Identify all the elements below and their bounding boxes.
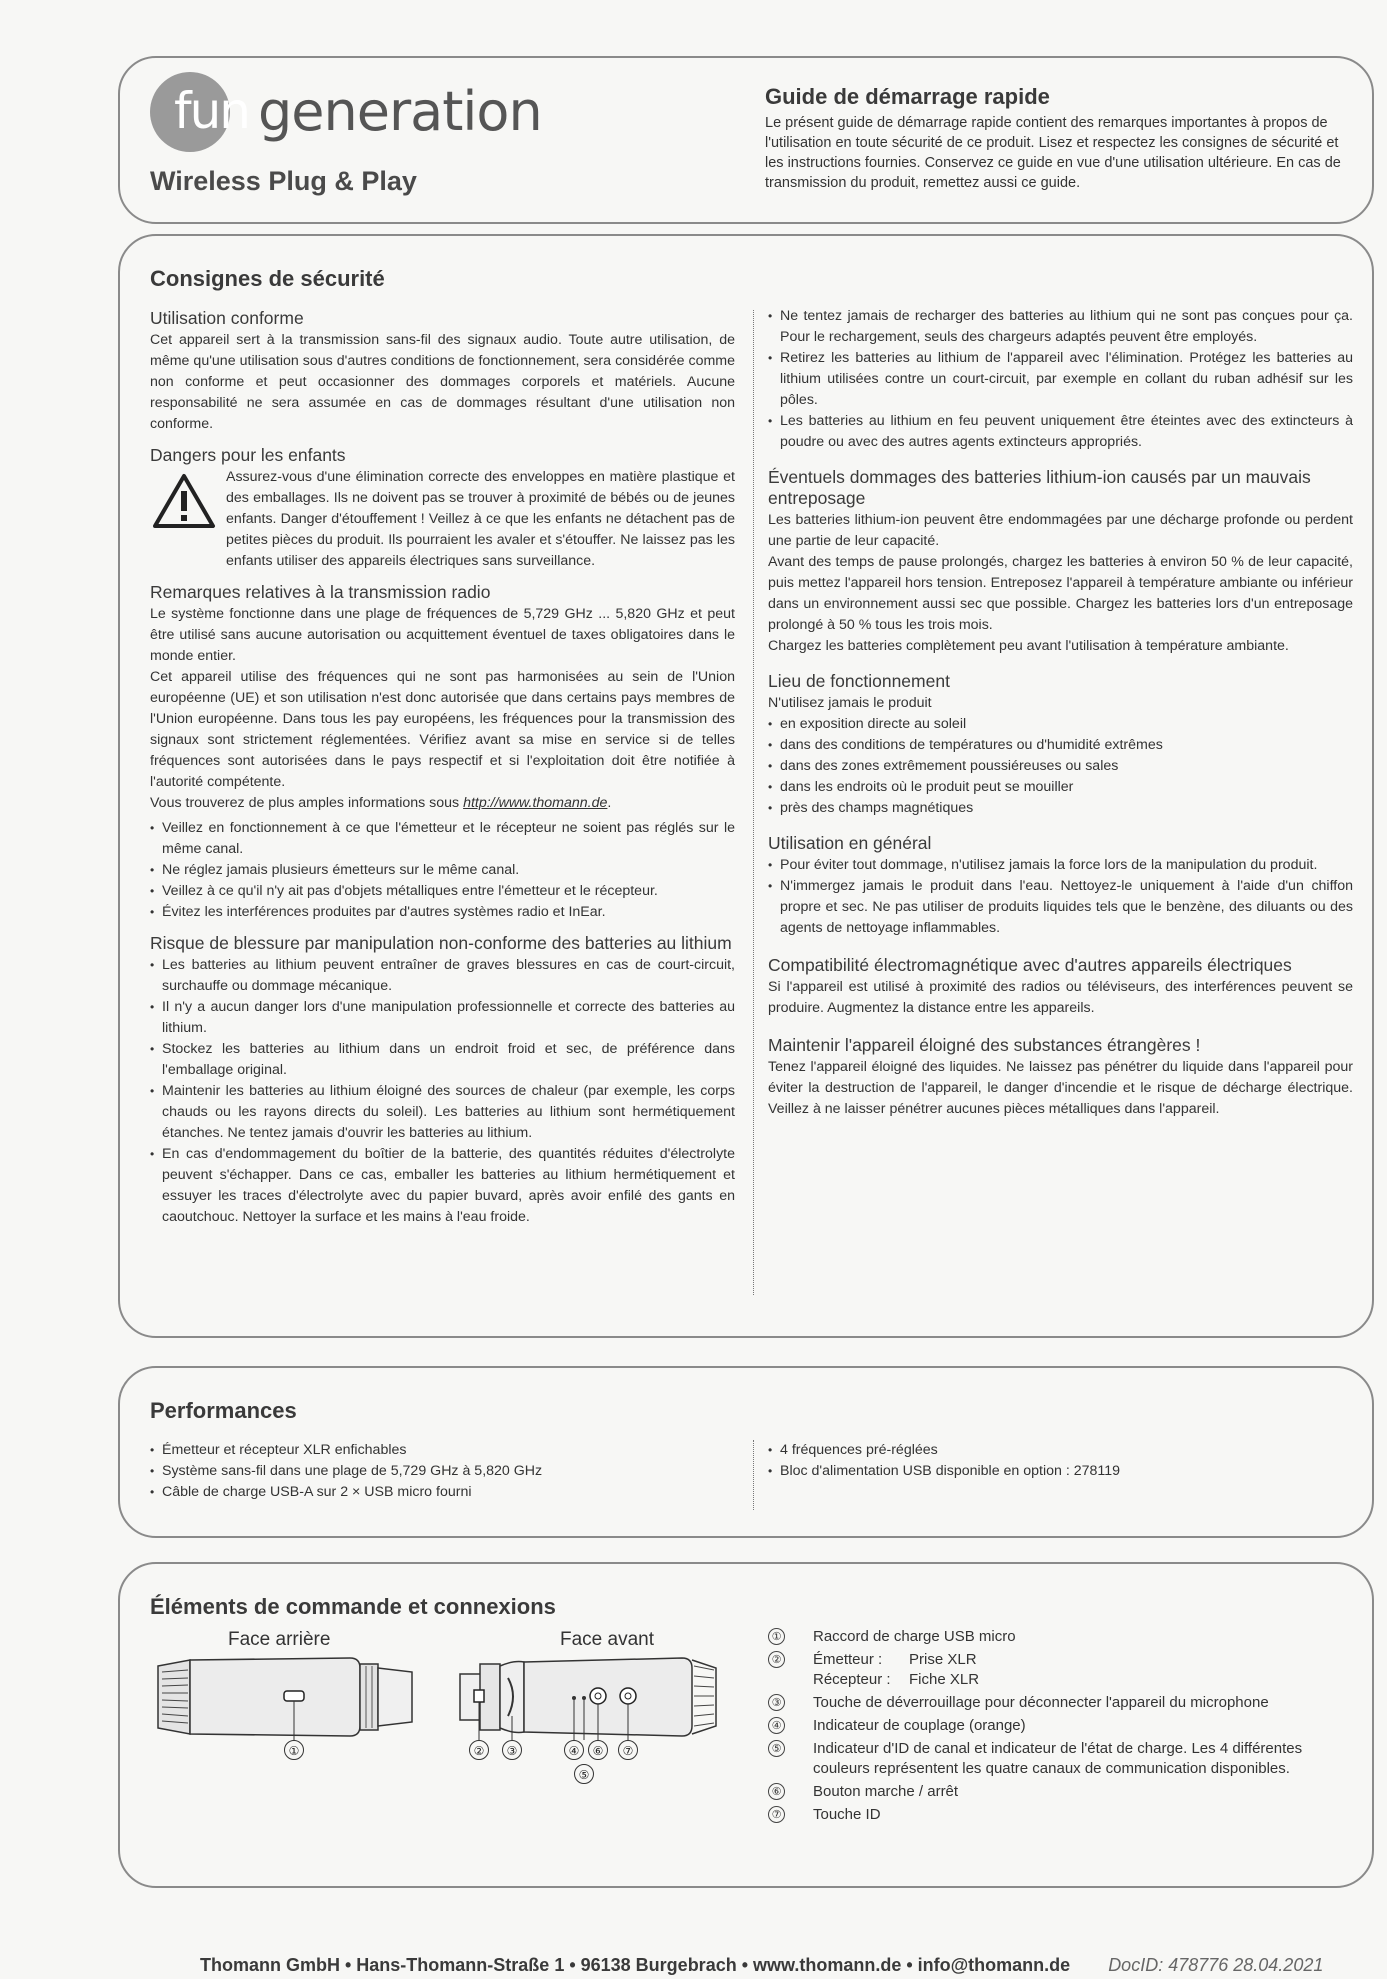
list-item: • Il n'y a aucun danger lors d'une manipulation professionnelle et correcte des batteries au lithium.	[150, 997, 735, 1039]
list-item: • Retirez les batteries au lithium de l'appareil avec l'élimination. Protégez les batteries au lithium utilisées contre un court-circuit, par exemple en collant du ruban adhésif sur les pôles.	[768, 348, 1353, 411]
callout-5: ⑤	[574, 1764, 594, 1784]
use-title: Utilisation conforme	[150, 308, 304, 328]
list-item: • Veillez à ce qu'il n'y ait pas d'objets métalliques entre l'émetteur et le récepteur.	[150, 881, 735, 902]
damage-text-1: Les batteries lithium-ion peuvent être endommagées par une décharge profonde ou perdent une partie de leur capacité.	[768, 512, 1353, 549]
list-item: • dans des zones extrêmement poussiéreuses ou sales	[768, 756, 1353, 777]
doc-id: DocID: 478776 28.04.2021	[1108, 1955, 1324, 1975]
list-item: • Ne tentez jamais de recharger des batteries au lithium qui ne sont pas conçues pour ça. Pour le rechargement, seuls des chargeurs adaptés peuvent être employés.	[768, 306, 1353, 348]
radio-title: Remarques relatives à la transmission radio	[150, 582, 491, 602]
brand-logo	[148, 66, 548, 166]
radio-text-1: Le système fonctionne dans une plage de fréquences de 5,729 GHz ... 5,820 GHz et peut être utilisé sans aucune autorisation ou acquittement éventuel de taxes obligatoires dans le monde entier.	[150, 606, 735, 664]
location-bullets	[768, 714, 1353, 819]
column-divider	[753, 310, 754, 1295]
list-item: • Câble de charge USB-A sur 2 × USB micro fourni	[150, 1482, 730, 1503]
guide-text: Le présent guide de démarrage rapide contient des remarques importantes à propos de l'utilisation en toute sécurité de ce produit. Lisez et respectez les consignes de sécurité et les instructions fournies. Conservez ce guide en vue d'une utilisation ultérieure. En cas de transmission du produit, remettez aussi ce guide.	[765, 115, 1341, 191]
legend-number: ③	[768, 1694, 785, 1711]
foreign-text: Tenez l'appareil éloigné des liquides. Ne laissez pas pénétrer du liquide dans l'appareil pour éviter la destruction de l'appareil, le danger d'incendie et le risque de décharge électrique. Veillez à ne laisser pénétrer aucunes pièces métalliques dans l'appareil.	[768, 1059, 1353, 1117]
foreign-title: Maintenir l'appareil éloigné des substances étrangères !	[768, 1035, 1201, 1055]
controls-legend	[768, 1627, 1353, 1828]
damage-title: Éventuels dommages des batteries lithium-ion causés par un mauvais entreposage	[768, 467, 1311, 508]
controls-title: Éléments de commande et connexions	[150, 1594, 556, 1619]
legend-number: ②	[768, 1651, 785, 1668]
callout-4: ④	[564, 1740, 584, 1760]
list-item: • Les batteries au lithium en feu peuvent uniquement être éteintes avec des extincteurs à poudre ou avec des autres agents extincteurs appropriés.	[768, 411, 1353, 453]
general-title: Utilisation en général	[768, 833, 932, 853]
location-title: Lieu de fonctionnement	[768, 671, 950, 691]
location-intro: N'utilisez jamais le produit	[768, 695, 932, 711]
legend-number: ⑦	[768, 1806, 785, 1823]
general-bullets	[768, 855, 1353, 939]
damage-text-2: Avant des temps de pause prolongés, chargez les batteries à environ 50 % de leur capacité, puis mettez l'appareil hors tension. Entreposez l'appareil à température ambiante ou inférieur dans un environnement aussi sec que possible. Chargez les batteries lors d'un entreposage prolongé à 50 % tous les trois mois.	[768, 554, 1353, 633]
logo-generation-text: generation	[258, 80, 542, 143]
safety-title: Consignes de sécurité	[150, 266, 385, 291]
legend-text: Touche ID	[813, 1806, 881, 1823]
list-item: • Évitez les interférences produites par d'autres systèmes radio et InEar.	[150, 902, 735, 923]
children-title: Dangers pour les enfants	[150, 445, 346, 465]
children-warning	[150, 467, 735, 572]
callout-1: ①	[284, 1740, 304, 1760]
performance-divider	[753, 1440, 754, 1510]
legend-item-3	[768, 1693, 1353, 1713]
legend-value: Prise XLR	[909, 1651, 977, 1668]
performance-right	[768, 1440, 1348, 1482]
product-subtitle: Wireless Plug & Play	[150, 166, 417, 196]
rear-face-label: Face arrière	[228, 1629, 331, 1650]
callout-2: ②	[469, 1740, 489, 1760]
guide-title: Guide de démarrage rapide	[765, 84, 1050, 109]
performance-left-list	[150, 1440, 730, 1503]
damage-text-3: Chargez les batteries complètement peu avant l'utilisation à température ambiante.	[768, 638, 1289, 654]
legend-text: Bouton marche / arrêt	[813, 1783, 959, 1800]
list-item: • Maintenir les batteries au lithium éloigné des sources de chaleur (par exemple, les corps chauds ou les rayons directs du soleil). Les batteries au lithium sont hermétiquement étanches. Ne tentez jamais d'ouvrir les batteries au lithium.	[150, 1081, 735, 1144]
children-text: Assurez-vous d'une élimination correcte des enveloppes en matière plastique et des emballages. Ils ne doivent pas se trouver à proximité de bébés ou de jeunes enfants. Danger d'étouffement ! Veillez à ce que les enfants ne détachent pas de petites pièces du produit. Ils pourraient les avaler et s'étouffer. Ne laissez pas les enfants utiliser des appareils électriques sans surveillance.	[226, 469, 735, 569]
front-face-label: Face avant	[560, 1629, 654, 1650]
legend-text: Indicateur d'ID de canal et indicateur de l'état de charge. Les 4 différentes couleurs représentent les quatre canaux de communication disponibles.	[813, 1740, 1303, 1777]
logo-fun-text: fun	[174, 82, 249, 140]
performance-left	[150, 1440, 730, 1503]
legend-item-2	[768, 1650, 1353, 1690]
lithium-bullets	[150, 955, 735, 1228]
legend-item-7	[768, 1805, 1353, 1825]
list-item: • dans des conditions de températures ou d'humidité extrêmes	[768, 735, 1353, 756]
list-item: • Les batteries au lithium peuvent entraîner de graves blessures en cas de court-circuit, surchauffe ou dommage mécanique.	[150, 955, 735, 997]
warning-triangle-icon	[152, 473, 216, 529]
lithium-title: Risque de blessure par manipulation non-conforme des batteries au lithium	[150, 933, 732, 953]
list-item: • Bloc d'alimentation USB disponible en option : 278119	[768, 1461, 1348, 1482]
list-item: • Veillez en fonctionnement à ce que l'émetteur et le récepteur ne soient pas réglés sur le même canal.	[150, 818, 735, 860]
list-item: • Émetteur et récepteur XLR enfichables	[150, 1440, 730, 1461]
performance-title: Performances	[150, 1398, 297, 1423]
list-item: • N'immergez jamais le produit dans l'eau. Nettoyez-le uniquement à l'aide d'un chiffon propre et sec. Ne pas utiliser de produits liquides tels que le benzène, des diluants ou des agents de nettoyage inflammables.	[768, 876, 1353, 939]
rear-device-illustration	[150, 1652, 440, 1742]
legend-key: Récepteur :	[813, 1671, 891, 1688]
list-item: • Stockez les batteries au lithium dans un endroit froid et sec, de préférence dans l'emballage original.	[150, 1039, 735, 1081]
legend-item-1	[768, 1627, 1353, 1647]
safety-right-column	[768, 306, 1353, 1120]
list-item: • En cas d'endommagement du boîtier de la batterie, des quantités réduites d'électrolyte peuvent s'échapper. Dans ce cas, emballer les batteries au lithium hermétiquement et essuyer les traces d'électrolyte avec du papier buvard, après avoir enfilé des gants en caoutchouc. Nettoyer la surface et les mains à l'eau froide.	[150, 1144, 735, 1228]
legend-number: ⑥	[768, 1783, 785, 1800]
callout-6: ⑥	[588, 1740, 608, 1760]
legend-item-4	[768, 1716, 1353, 1736]
safety-left-column	[150, 308, 735, 1228]
legend-number: ①	[768, 1628, 785, 1645]
radio-text-3	[150, 793, 735, 814]
footer-contact: Thomann GmbH • Hans-Thomann-Straße 1 • 96138 Burgebrach • www.thomann.de • info@thomann.de	[200, 1955, 1071, 1975]
legend-number: ⑤	[768, 1740, 785, 1757]
front-device-illustration	[452, 1652, 722, 1742]
performance-right-list	[768, 1440, 1348, 1482]
legend-value: Fiche XLR	[909, 1671, 980, 1688]
legend-item-6	[768, 1782, 1353, 1802]
emc-title: Compatibilité électromagnétique avec d'autres appareils électriques	[768, 955, 1292, 975]
legend-text: Touche de déverrouillage pour déconnecter l'appareil du microphone	[813, 1694, 1269, 1711]
lithium-bullets-continued	[768, 306, 1353, 453]
radio-bullets	[150, 818, 735, 923]
legend-number: ④	[768, 1717, 785, 1734]
radio-text-3-prefix: Vous trouverez de plus amples informations sous	[150, 795, 464, 811]
legend-text: Indicateur de couplage (orange)	[813, 1717, 1026, 1734]
page-footer	[200, 1955, 1323, 1976]
radio-text-3-suffix: .	[607, 795, 612, 811]
callout-7: ⑦	[618, 1740, 638, 1760]
list-item: • Ne réglez jamais plusieurs émetteurs sur le même canal.	[150, 860, 735, 881]
legend-key: Émetteur :	[813, 1651, 883, 1668]
list-item: • 4 fréquences pré-réglées	[768, 1440, 1348, 1461]
list-item: • Système sans-fil dans une plage de 5,729 GHz à 5,820 GHz	[150, 1461, 730, 1482]
list-item: • Pour éviter tout dommage, n'utilisez jamais la force lors de la manipulation du produit.	[768, 855, 1353, 876]
list-item: • près des champs magnétiques	[768, 798, 1353, 819]
use-text: Cet appareil sert à la transmission sans-fil des signaux audio. Toute autre utilisation, de même qu'une utilisation sous d'autres conditions de fonctionnement, sera considérée comme non conforme et peut occasionner des dommages corporels et matériels. Aucune responsabilité ne sera assumée en cas de dommages résultant d'une utilisation non conforme.	[150, 332, 735, 432]
thomann-link[interactable]: http://www.thomann.de	[463, 795, 608, 811]
callout-3: ③	[502, 1740, 522, 1760]
legend-item-5	[768, 1739, 1353, 1779]
list-item: • en exposition directe au soleil	[768, 714, 1353, 735]
radio-text-2: Cet appareil utilise des fréquences qui ne sont pas harmonisées au sein de l'Union européenne (UE) et son utilisation n'est donc autorisée que dans certains pays membres de l'Union européenne. Dans tous les pay européens, les fréquences pour la transmission des signaux sont strictement réglementées. Vérifiez avant sa mise en service si de telles fréquences sont autorisées dans le pays respectif et si l'exploitation doit être notifiée à l'autorité compétente.	[150, 669, 735, 790]
list-item: • dans les endroits où le produit peut se mouiller	[768, 777, 1353, 798]
legend-text: Raccord de charge USB micro	[813, 1628, 1016, 1645]
emc-text: Si l'appareil est utilisé à proximité des radios ou téléviseurs, des interférences peuvent se produire. Augmentez la distance entre les appareils.	[768, 979, 1353, 1016]
